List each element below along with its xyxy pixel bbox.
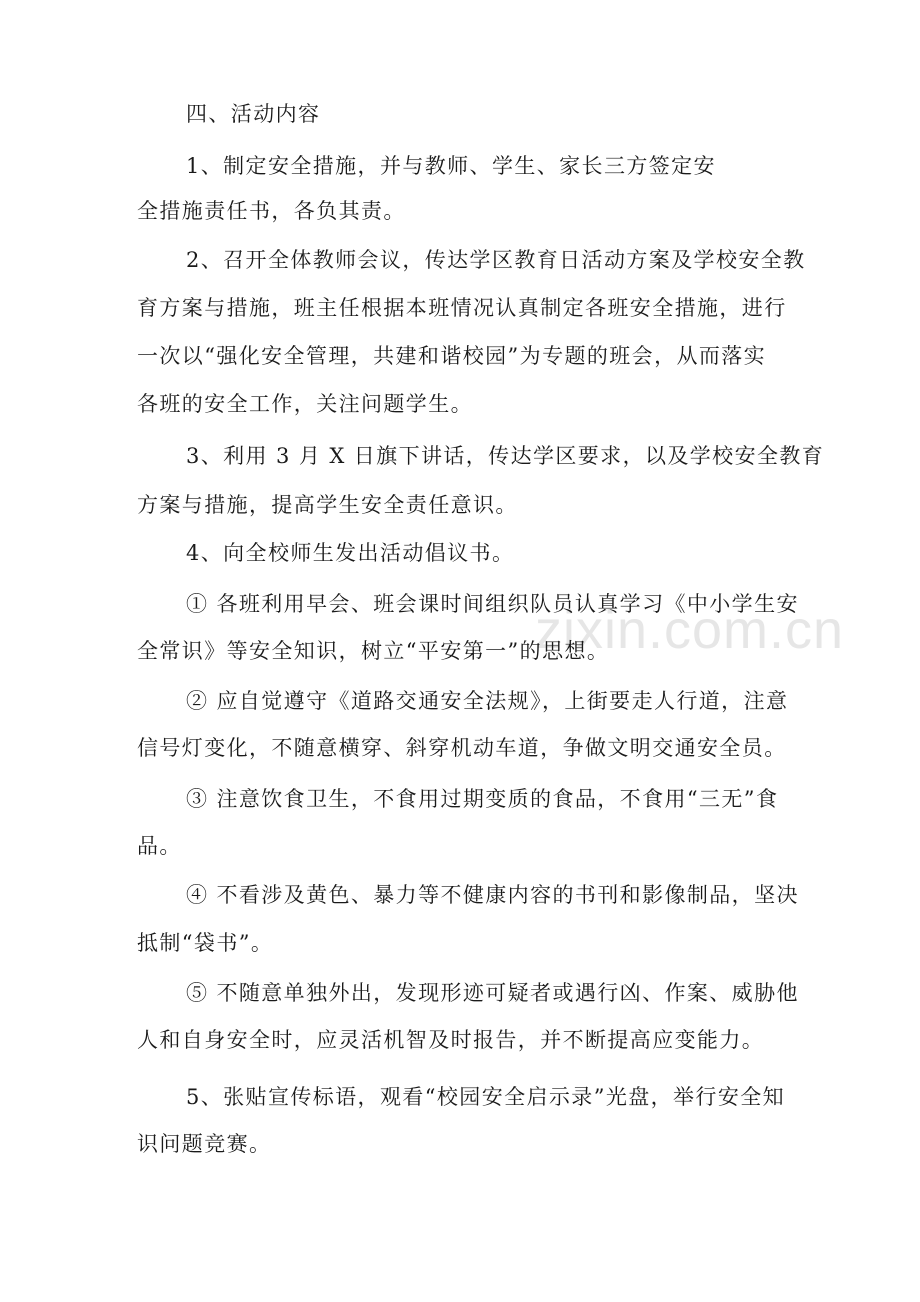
section-heading: 四、活动内容 bbox=[186, 102, 321, 126]
item-2-line-4: 各班的安全工作，关注问题学生。 bbox=[137, 392, 473, 416]
sub-item-4-line-2: 抵制“袋书”。 bbox=[137, 931, 274, 955]
item-2-line-2: 育方案与措施，班主任根据本班情况认真制定各班安全措施，进行 bbox=[137, 296, 787, 320]
sub-item-4-line-1: ④ 不看涉及黄色、暴力等不健康内容的书刊和影像制品，坚决 bbox=[186, 883, 799, 907]
sub-item-1-line-2: 全常识》等安全知识，树立“平安第一”的思想。 bbox=[137, 639, 610, 663]
item-3-line-2: 方案与措施，提高学生安全责任意识。 bbox=[137, 493, 518, 517]
sub-item-5-line-2: 人和自身安全时，应灵活机智及时报告，并不断提高应变能力。 bbox=[137, 1028, 765, 1052]
sub-item-3-line-2: 品。 bbox=[137, 834, 182, 858]
sub-item-2-line-2: 信号灯变化，不随意横穿、斜穿机动车道，争做文明交通安全员。 bbox=[137, 736, 787, 760]
item-5-line-1: 5、张贴宣传标语，观看“校园安全启示录”光盘，举行安全知 bbox=[186, 1085, 786, 1109]
item-2-line-1: 2、召开全体教师会议，传达学区教育日活动方案及学校安全教 bbox=[186, 248, 806, 272]
watermark: zixin.com.cn bbox=[535, 600, 845, 660]
sub-item-1-line-1: ① 各班利用早会、班会课时间组织队员认真学习《中小学生安 bbox=[186, 592, 799, 616]
item-3-line-1: 3、利用 3 月 X 日旗下讲话，传达学区要求，以及学校安全教育 bbox=[186, 444, 825, 468]
sub-item-2-line-1: ② 应自觉遵守《道路交通安全法规》，上街要走人行道，注意 bbox=[186, 689, 789, 713]
sub-item-3-line-1: ③ 注意饮食卫生，不食用过期变质的食品，不食用“三无”食 bbox=[186, 787, 779, 811]
item-1-line-1: 1、制定安全措施，并与教师、学生、家长三方签定安 bbox=[186, 154, 716, 178]
sub-item-5-line-1: ⑤ 不随意单独外出，发现形迹可疑者或遇行凶、作案、威胁他 bbox=[186, 981, 799, 1005]
item-4-line-1: 4、向全校师生发出活动倡议书。 bbox=[186, 541, 515, 565]
item-1-line-2: 全措施责任书，各负其责。 bbox=[137, 199, 406, 223]
item-5-line-2: 识问题竞赛。 bbox=[137, 1132, 272, 1156]
item-2-line-3: 一次以“强化安全管理，共建和谐校园”为专题的班会，从而落实 bbox=[137, 344, 767, 368]
